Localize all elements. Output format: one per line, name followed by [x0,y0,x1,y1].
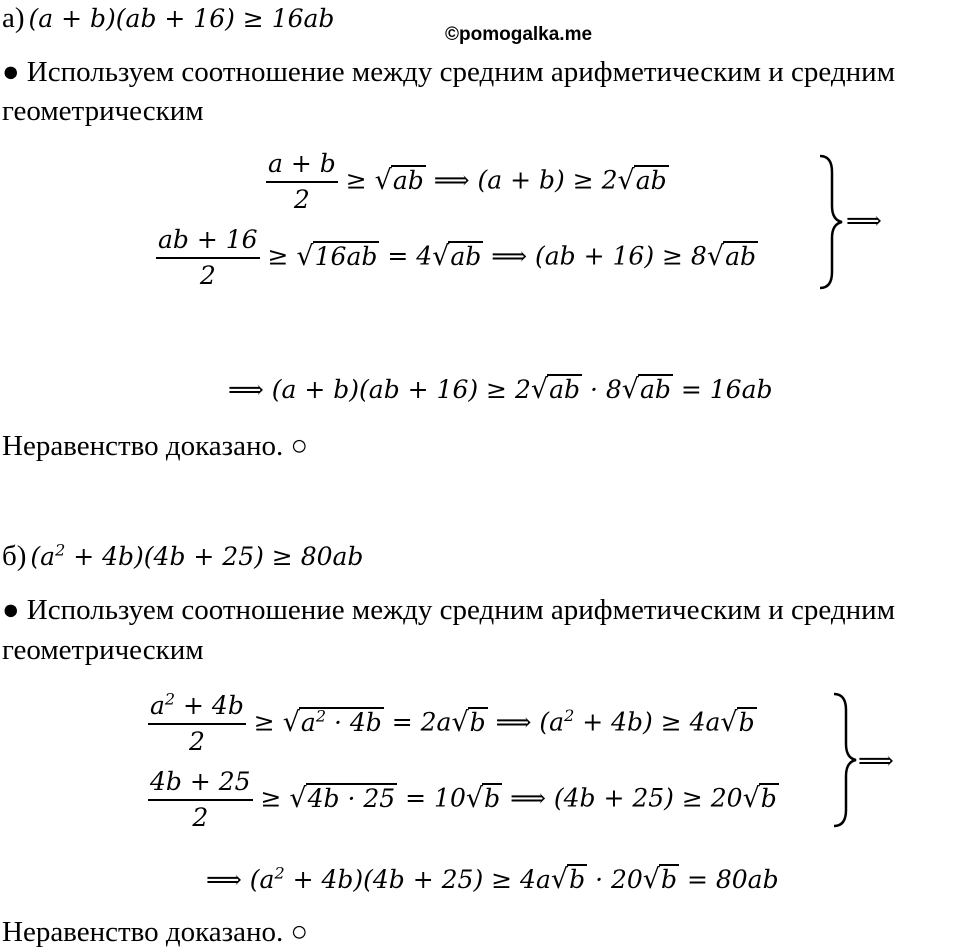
fraction-numerator: a + b [266,148,338,183]
equation-text: + 4b)(4b + 25) ≥ 80ab [65,542,364,571]
watermark: ©pomogalka.me [445,24,593,45]
sqrt-icon: √ [550,864,569,895]
sqrt-radicand: b [569,865,586,894]
part-b-equation-2 [148,766,779,834]
equation-text: · 8 [589,375,622,404]
sqrt-icon: √ [374,164,392,196]
equation-text: ⟹ (4b + 25) ≥ 20 [510,783,743,813]
equation-text: ⟹ (ab + 16) ≥ 8 [491,241,707,271]
exponent: 2 [315,706,327,726]
sqrt-radicand: ab [639,375,671,404]
fraction [148,766,253,834]
fraction-denominator: 2 [199,261,216,290]
right-brace-icon [830,692,858,828]
equation-text: a [300,707,316,737]
sqrt-radicand: 4b · 25 [307,783,396,813]
sqrt-icon: √ [720,706,738,738]
equation-text: + 4b) ≥ 4a [574,707,721,737]
sqrt-radicand [299,707,384,737]
sqrt-icon: √ [289,782,307,814]
sqrt-icon: √ [642,864,660,895]
part-a-method-line-2: геометрическим [2,95,204,127]
sqrt-radicand: b [738,707,755,737]
fraction-denominator: 2 [192,803,209,832]
sqrt-icon: √ [706,240,725,272]
geq-sign: ≥ [267,241,289,271]
sqrt-radicand: ab [725,241,756,271]
fraction [156,224,260,292]
exponent: 2 [164,689,176,709]
equation-text: a [150,691,165,720]
part-b-letter: б) [2,540,27,572]
equation-text: (a [30,542,56,571]
geq-sign: ≥ [253,707,275,737]
part-b-expression [30,542,363,571]
part-b-proved: Неравенство доказано. ○ [2,916,309,948]
part-b-method-line-1: ● Используем соотношение между средним арифметическим и средним [2,594,896,626]
sqrt-radicand: 16ab [314,241,378,271]
equation-text: + 4b)(4b + 25) ≥ 4a [284,865,551,894]
sqrt-icon: √ [282,706,300,738]
right-brace-icon [816,154,844,290]
part-b-heading [2,538,363,574]
equation-text: = 16ab [680,375,773,404]
part-a-equation-2 [156,224,758,292]
sqrt-radicand: ab [635,165,667,195]
sqrt-radicand: ab [392,165,424,195]
fraction-numerator: 4b + 25 [148,766,253,801]
fraction [148,690,246,758]
sqrt-radicand: ab [549,375,580,404]
sqrt-icon: √ [621,374,639,405]
implies-arrow: ⟹ [846,206,882,235]
equation-text: + 4b [175,691,244,720]
part-b-conclusion [206,864,779,896]
sqrt-icon: √ [451,706,469,738]
sqrt-icon: √ [465,782,484,814]
exponent: 2 [274,863,285,883]
part-a-proved: Неравенство доказано. ○ [2,430,309,462]
equation-text: ⟹ (a + b)(ab + 16) ≥ 2 [228,375,531,404]
equation-text: · 20 [595,865,643,894]
equation-text: ⟹ (a [206,865,275,894]
sqrt-icon: √ [742,782,760,814]
equation-text: = 10 [405,783,466,813]
part-a-conclusion [228,374,772,406]
sqrt-icon: √ [296,240,314,272]
sqrt-radicand: b [661,865,678,894]
fraction [266,148,338,216]
geq-sign: ≥ [260,783,282,813]
part-a-method-line-1: ● Используем соотношение между средним арифметическим и средним [2,56,896,88]
part-b-method-line-2: геометрическим [2,634,204,666]
sqrt-icon: √ [432,240,450,272]
part-a-heading [2,0,334,36]
exponent: 2 [55,540,66,560]
part-a-expression: (a + b)(ab + 16) ≥ 16ab [28,4,335,33]
sqrt-icon: √ [530,374,549,405]
fraction-numerator: ab + 16 [156,224,260,259]
equation-text: · 4b [326,707,382,737]
part-b-equation-1 [148,690,757,758]
equation-text: ⟹ (a [495,707,565,737]
part-a-equation-1 [266,148,669,216]
equation-text: = 4 [387,241,433,271]
fraction-denominator: 2 [293,185,310,214]
exponent: 2 [564,706,575,726]
fraction-numerator [148,690,246,725]
equation-text: ⟹ (a + b) ≥ 2 [433,165,618,195]
sqrt-radicand: ab [450,241,482,271]
part-a-letter: а) [2,2,25,34]
geq-sign: ≥ [345,165,367,195]
equation-text: = 2a [391,707,452,737]
sqrt-radicand: b [760,783,777,813]
sqrt-icon: √ [617,164,635,196]
sqrt-radicand: b [469,707,486,737]
equation-text: = 80ab [686,865,779,894]
fraction-denominator: 2 [188,727,205,756]
sqrt-radicand: b [484,783,501,813]
implies-arrow: ⟹ [858,746,894,775]
